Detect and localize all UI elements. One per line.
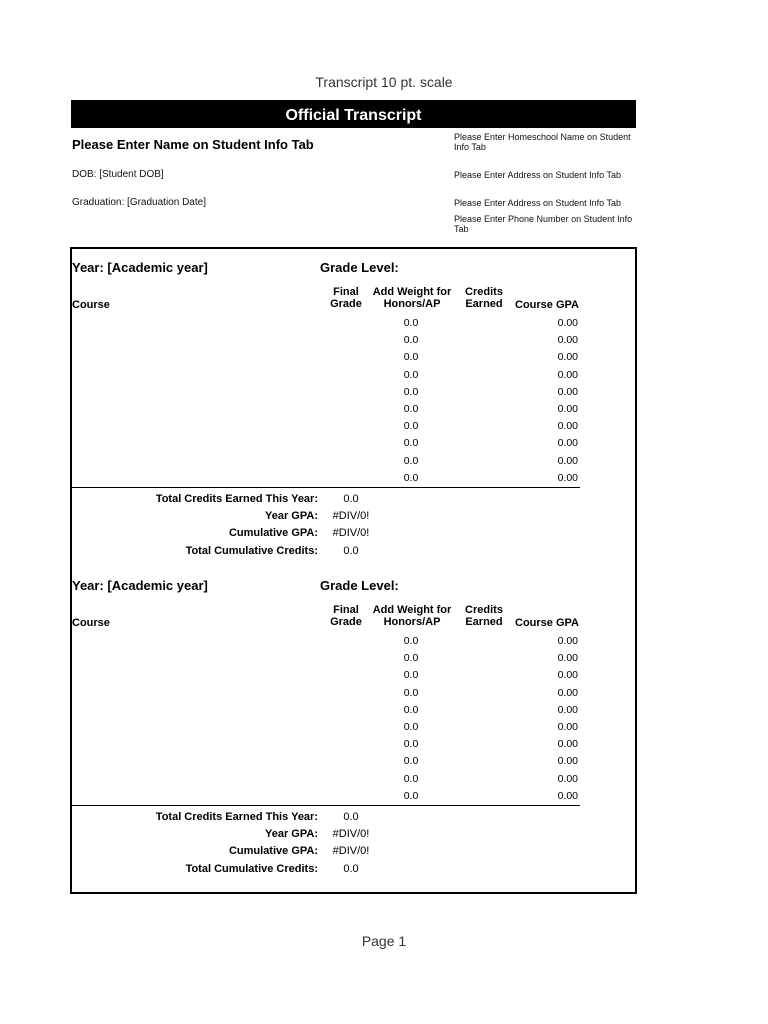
- totals-label: Total Cumulative Credits:: [185, 862, 318, 875]
- course-gpa-cell: 0.00: [557, 420, 578, 433]
- grade-level-label: Grade Level:: [320, 260, 399, 275]
- course-gpa-cell: 0.00: [557, 686, 578, 699]
- column-final-grade: Final Grade: [330, 604, 362, 628]
- course-gpa-cell: 0.00: [557, 738, 578, 751]
- table-divider: [72, 805, 580, 806]
- honors-weight-cell: 0.0: [403, 772, 419, 785]
- grade-level-label: Grade Level:: [320, 578, 399, 593]
- honors-weight-cell: 0.0: [403, 686, 419, 699]
- course-gpa-cell: 0.00: [557, 351, 578, 364]
- table-divider: [72, 487, 580, 488]
- course-gpa-cell: 0.00: [557, 334, 578, 347]
- column-course-gpa: Course GPA: [515, 617, 579, 629]
- honors-weight-cell: 0.0: [403, 738, 419, 751]
- honors-weight-cell: 0.0: [403, 317, 419, 329]
- honors-weight-cell: 0.0: [403, 652, 419, 665]
- column-credits-earned: Credits Earned: [465, 604, 503, 628]
- totals-value: #DIV/0!: [332, 510, 370, 523]
- column-final-grade: Final Grade: [330, 286, 362, 310]
- totals-label: Total Credits Earned This Year:: [155, 493, 318, 505]
- honors-weight-cell: 0.0: [403, 635, 419, 647]
- totals-value: #DIV/0!: [332, 828, 370, 841]
- address-line-2: Please Enter Address on Student Info Tab: [454, 198, 621, 208]
- graduation-date: Graduation: [Graduation Date]: [72, 197, 206, 208]
- course-gpa-cell: 0.00: [557, 317, 578, 329]
- totals-label: Cumulative GPA:: [228, 845, 318, 858]
- page-header: Transcript 10 pt. scale: [315, 74, 453, 90]
- course-gpa-cell: 0.00: [557, 385, 578, 398]
- course-gpa-cell: 0.00: [557, 403, 578, 415]
- totals-label: Year GPA:: [265, 828, 318, 841]
- year-label: Year: [Academic year]: [72, 578, 208, 593]
- honors-weight-cell: 0.0: [403, 368, 419, 381]
- column-course-gpa: Course GPA: [515, 299, 579, 311]
- column-course: Course: [72, 617, 110, 629]
- page-footer: Page 1: [361, 933, 407, 949]
- honors-weight-cell: 0.0: [403, 351, 419, 364]
- honors-weight-cell: 0.0: [403, 471, 419, 484]
- totals-value: 0.0: [343, 811, 359, 823]
- column-course: Course: [72, 299, 110, 311]
- course-gpa-cell: 0.00: [557, 703, 578, 716]
- course-gpa-cell: 0.00: [557, 669, 578, 682]
- course-gpa-cell: 0.00: [557, 755, 578, 768]
- course-gpa-cell: 0.00: [557, 772, 578, 785]
- honors-weight-cell: 0.0: [403, 334, 419, 347]
- column-honors-weight: Add Weight for Honors/AP: [372, 286, 452, 310]
- honors-weight-cell: 0.0: [403, 789, 419, 802]
- totals-value: #DIV/0!: [332, 527, 370, 540]
- totals-label: Total Cumulative Credits:: [185, 544, 318, 557]
- course-gpa-cell: 0.00: [557, 789, 578, 802]
- year-label: Year: [Academic year]: [72, 260, 208, 275]
- course-gpa-cell: 0.00: [557, 368, 578, 381]
- honors-weight-cell: 0.0: [403, 703, 419, 716]
- column-credits-earned: Credits Earned: [465, 286, 503, 310]
- phone-number: Please Enter Phone Number on Student Info Tab: [454, 214, 633, 234]
- totals-label: Cumulative GPA:: [228, 527, 318, 540]
- course-gpa-cell: 0.00: [557, 471, 578, 484]
- totals-label: Year GPA:: [265, 510, 318, 523]
- course-gpa-cell: 0.00: [557, 437, 578, 450]
- course-gpa-cell: 0.00: [557, 652, 578, 665]
- transcript-title: Official Transcript: [71, 100, 636, 128]
- column-honors-weight: Add Weight for Honors/AP: [372, 604, 452, 628]
- totals-value: #DIV/0!: [332, 845, 370, 858]
- address-line-1: Please Enter Address on Student Info Tab: [454, 170, 621, 180]
- honors-weight-cell: 0.0: [403, 454, 419, 467]
- honors-weight-cell: 0.0: [403, 437, 419, 450]
- honors-weight-cell: 0.0: [403, 669, 419, 682]
- totals-value: 0.0: [343, 862, 359, 875]
- honors-weight-cell: 0.0: [403, 721, 419, 733]
- totals-value: 0.0: [343, 544, 359, 557]
- student-name: Please Enter Name on Student Info Tab: [72, 137, 314, 152]
- totals-value: 0.0: [343, 493, 359, 505]
- homeschool-name: Please Enter Homeschool Name on Student Info Tab: [454, 132, 631, 152]
- course-gpa-cell: 0.00: [557, 721, 578, 733]
- honors-weight-cell: 0.0: [403, 755, 419, 768]
- honors-weight-cell: 0.0: [403, 385, 419, 398]
- totals-label: Total Credits Earned This Year:: [155, 811, 318, 823]
- honors-weight-cell: 0.0: [403, 403, 419, 415]
- course-gpa-cell: 0.00: [557, 635, 578, 647]
- student-dob: DOB: [Student DOB]: [72, 169, 164, 180]
- course-gpa-cell: 0.00: [557, 454, 578, 467]
- honors-weight-cell: 0.0: [403, 420, 419, 433]
